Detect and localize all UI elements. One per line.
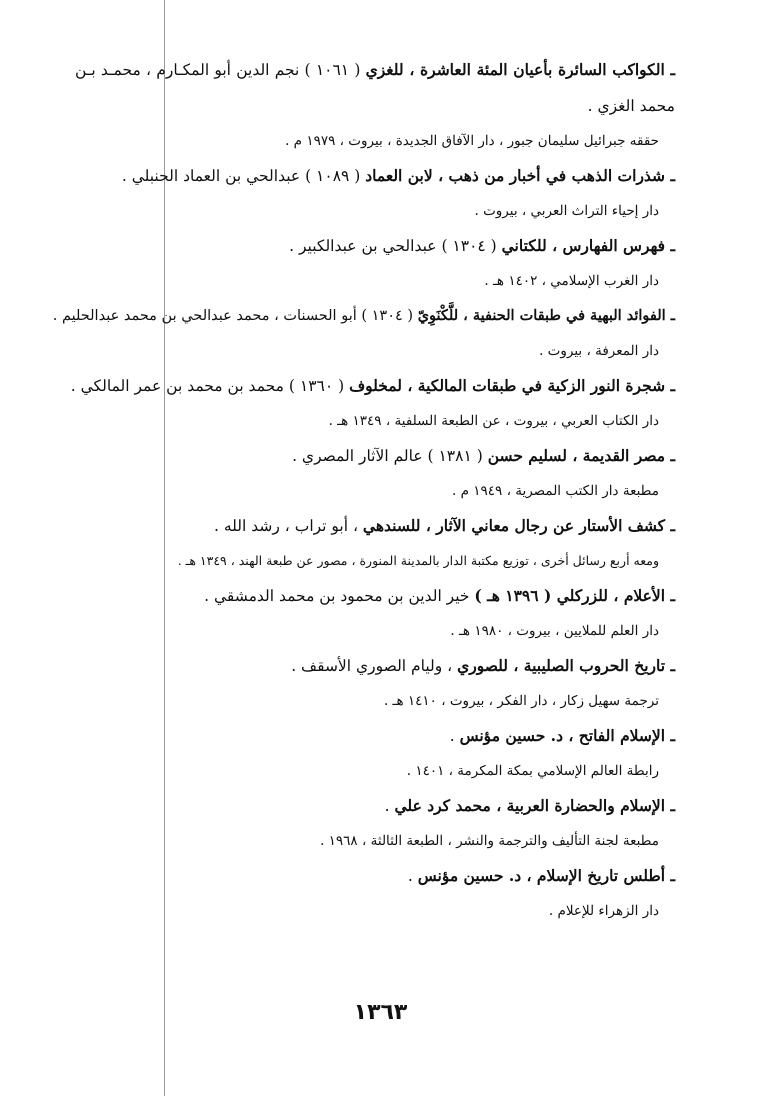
bibliography-entry: [52, 298, 675, 368]
entry-dash: ـ: [664, 60, 675, 79]
bibliography-entry: [75, 858, 675, 928]
entry-dash: ـ: [665, 796, 675, 815]
entry-author-info: خير الدين بن محمود بن محمد الدمشقي .: [204, 587, 475, 605]
entry-book-name: كشف الأستار عن رجال معاني الآثار ، للسندهي: [362, 516, 666, 535]
bibliography-list: [52, 52, 675, 928]
entry-book-name: تاريخ الحروب الصليبية ، للصوري: [457, 656, 666, 675]
entry-author-info: .: [407, 867, 418, 885]
entry-dash: ـ: [665, 446, 675, 465]
entry-book-name: الكواكب السائرة بأعيان المئة العاشرة ، للغزي: [365, 60, 665, 79]
entry-author-info: ( ١٠٨٩ ) عبدالحي بن العماد الحنبلي .: [121, 167, 366, 185]
bibliography-entry: [75, 788, 675, 858]
entry-title: [52, 298, 675, 334]
entry-title: [75, 858, 675, 894]
entry-title: [75, 718, 675, 754]
entry-author-info: .: [384, 797, 395, 815]
entry-publication: مطبعة دار الكتب المصرية ، ١٩٤٩ م .: [452, 483, 659, 499]
entry-publication: دار العلم للملايين ، بيروت ، ١٩٨٠ هـ .: [450, 623, 659, 639]
entry-publication: دار الغرب الإسلامي ، ١٤٠٢ هـ .: [484, 273, 659, 289]
entry-author-info: ( ١٣٨١ ) عالم الآثار المصري .: [292, 447, 488, 465]
entry-dash: ـ: [665, 866, 675, 885]
entry-book-name: شذرات الذهب في أخبار من ذهب ، لابن العماد: [365, 166, 666, 185]
entry-publication: ومعه أربع رسائل أخرى ، توزيع مكتبة الدار بالمدينة المنورة ، مصور عن طبعة الهند ، ١٣٤٩ هـ .: [177, 553, 659, 568]
entry-title: [75, 578, 675, 614]
entry-book-name: الفوائد البهية في طبقات الحنفية ، للَّكْنَوِيّ: [417, 307, 666, 324]
bibliography-entry: [75, 578, 675, 648]
entry-title: [70, 368, 675, 404]
entry-author-info: ، أبو تراب ، رشد الله .: [214, 517, 363, 535]
bibliography-entry: [75, 438, 675, 508]
entry-publication: دار الكتاب العربي ، بيروت ، عن الطبعة السلفية ، ١٣٤٩ هـ .: [328, 413, 659, 429]
entry-publication: رابطة العالم الإسلامي بمكة المكرمة ، ١٤٠١ .: [406, 763, 659, 779]
entry-title: [75, 788, 675, 824]
entry-author-info: ، وليام الصوري الأسقف .: [291, 657, 458, 675]
entry-author-info: .: [449, 727, 460, 745]
entry-book-name: الإسلام والحضارة العربية ، محمد كرد علي: [394, 796, 666, 815]
entry-dash: ـ: [665, 307, 675, 324]
bibliography-entry: [75, 718, 675, 788]
entry-dash: ـ: [665, 376, 675, 395]
entry-book-name: فهرس الفهارس ، للكتاني: [501, 236, 666, 255]
entry-title: [75, 228, 675, 264]
entry-book-name: مصر القديمة ، لسليم حسن: [487, 446, 666, 465]
entry-dash: ـ: [665, 516, 675, 535]
entry-book-name: الإسلام الفاتح ، د. حسين مؤنس: [459, 726, 666, 745]
entry-dash: ـ: [665, 656, 675, 675]
entry-author-info: ( ١٣٦٠ ) محمد بن محمد بن عمر المالكي .: [70, 377, 350, 395]
entry-book-name: أطلس تاريخ الإسلام ، د. حسين مؤنس: [417, 866, 666, 885]
entry-publication: دار الزهراء للإعلام .: [548, 903, 659, 919]
entry-dash: ـ: [665, 726, 675, 745]
entry-title: [75, 158, 675, 194]
bibliography-entry: [75, 228, 675, 298]
entry-author-info: ( ١٣٠٤ ) عبدالحي بن عبدالكبير .: [289, 237, 502, 255]
entry-dash: ـ: [665, 236, 675, 255]
bibliography-entry: [75, 648, 675, 718]
bibliography-entry: [75, 508, 675, 578]
entry-dash: ـ: [665, 166, 675, 185]
entry-book-name: الأعلام ، للزركلي ( ١٣٩٦ هـ ): [474, 586, 666, 605]
entry-title: [75, 52, 675, 124]
page-number: ١٣٦٣: [353, 1000, 408, 1025]
entry-title: [75, 648, 675, 684]
bibliography-entry: [75, 158, 675, 228]
entry-title: [75, 438, 675, 474]
entry-dash: ـ: [665, 586, 675, 605]
entry-publication: ترجمة سهيل زكار ، دار الفكر ، بيروت ، ١٤١٠ هـ .: [383, 693, 659, 709]
entry-publication: حققه جبرائيل سليمان جبور ، دار الآفاق الجديدة ، بيروت ، ١٩٧٩ م .: [285, 133, 659, 149]
entry-book-name: شجرة النور الزكية في طبقات المالكية ، لمخلوف: [349, 376, 666, 395]
entry-publication: دار إحياء التراث العربي ، بيروت .: [474, 203, 659, 219]
entry-author-info: ( ١٠٦١ ) نجم الدين أبو المكـارم ، محمـد بـن محمد الغزي .: [75, 61, 675, 115]
entry-title: [75, 508, 675, 544]
entry-publication: مطبعة لجنة التأليف والترجمة والنشر ، الطبعة الثالثة ، ١٩٦٨ .: [320, 833, 659, 849]
entry-publication: دار المعرفة ، بيروت .: [539, 343, 659, 359]
entry-author-info: ( ١٣٠٤ ) أبو الحسنات ، محمد عبدالحي بن محمد عبدالحليم .: [52, 308, 418, 324]
bibliography-entry: [75, 52, 675, 158]
bibliography-entry: [70, 368, 675, 438]
